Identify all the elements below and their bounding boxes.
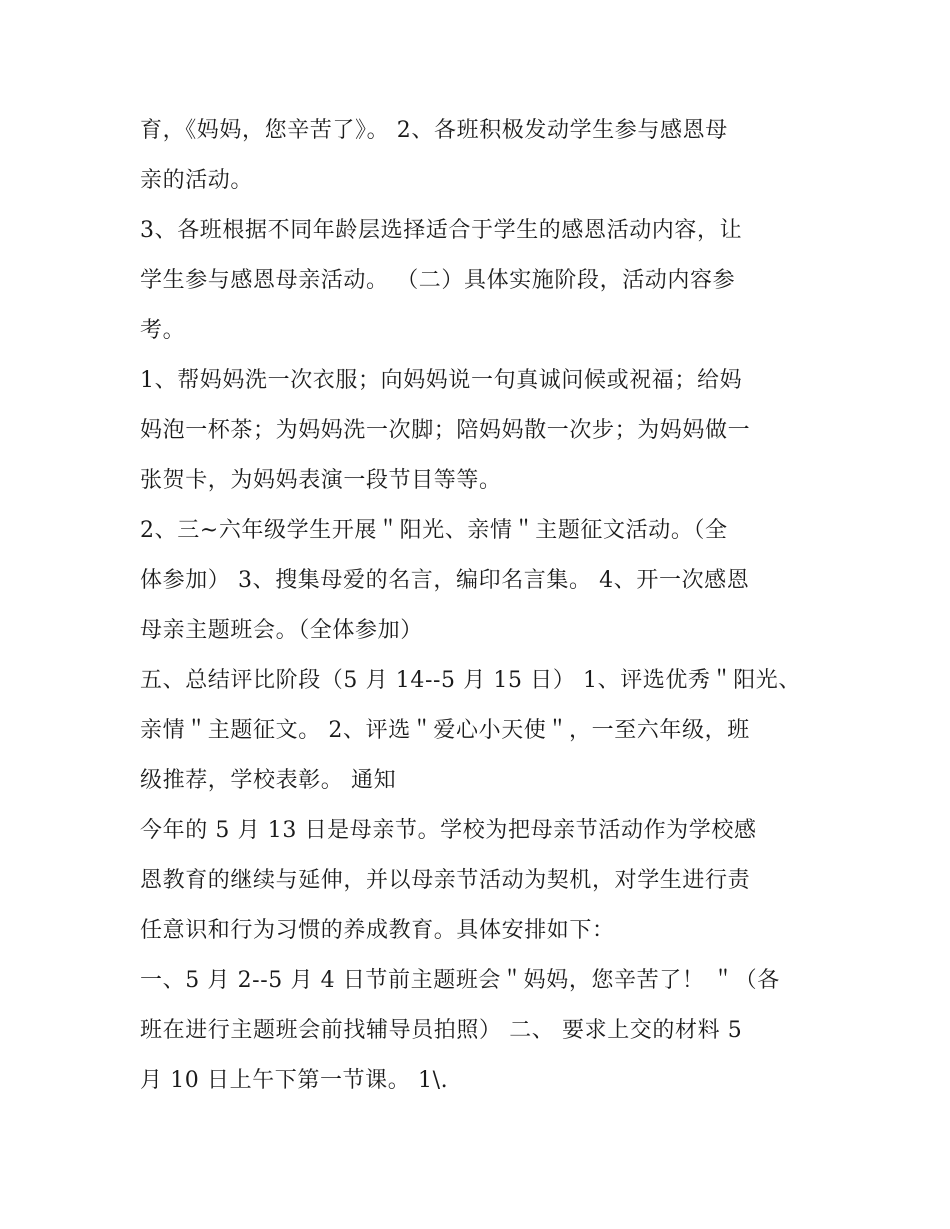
text-line: 一、5 月 2--5 月 4 日节前主题班会＂妈妈，您辛苦了！ ＂（各 bbox=[140, 968, 780, 993]
text-line: 2、三~六年级学生开展＂阳光、亲情＂主题征文活动。（全 bbox=[140, 518, 728, 543]
text-line: 恩教育的继续与延伸，并以母亲节活动为契机，对学生进行责 bbox=[140, 868, 751, 893]
text-line: 母亲主题班会。（全体参加） bbox=[140, 618, 423, 643]
text-line: 考。 bbox=[140, 318, 186, 343]
text-line: 育，《妈妈，您辛苦了》。 2、各班积极发动学生参与感恩母 bbox=[140, 118, 728, 143]
text-line: 亲情＂主题征文。 2、评选＂爱心小天使＂，一至六年级，班 bbox=[140, 718, 750, 743]
text-line: 张贺卡，为妈妈表演一段节目等等。 bbox=[140, 468, 502, 493]
text-line: 五、总结评比阶段（5 月 14--5 月 15 日） 1、评选优秀＂阳光、 bbox=[140, 668, 802, 693]
text-line: 1、帮妈妈洗一次衣服；向妈妈说一句真诚问候或祝福；给妈 bbox=[140, 368, 743, 393]
text-line: 任意识和行为习惯的养成教育。具体安排如下： bbox=[140, 918, 615, 943]
text-line: 3、各班根据不同年龄层选择适合于学生的感恩活动内容，让 bbox=[140, 218, 743, 243]
text-line: 班在进行主题班会前找辅导员拍照） 二、 要求上交的材料 5 bbox=[140, 1018, 743, 1043]
text-line: 今年的 5 月 13 日是母亲节。学校为把母亲节活动作为学校感 bbox=[140, 818, 757, 843]
document-body bbox=[140, 106, 820, 1106]
text-line: 体参加） 3、搜集母爱的名言，编印名言集。 4、开一次感恩 bbox=[140, 568, 750, 593]
text-line: 月 10 日上午下第一节课。 1\. bbox=[140, 1068, 449, 1093]
text-line: 亲的活动。 bbox=[140, 168, 254, 193]
text-line: 妈泡一杯茶；为妈妈洗一次脚；陪妈妈散一次步；为妈妈做一 bbox=[140, 418, 751, 443]
text-line: 级推荐，学校表彰。 通知 bbox=[140, 768, 397, 793]
text-line: 学生参与感恩母亲活动。 （二）具体实施阶段，活动内容参 bbox=[140, 268, 736, 293]
